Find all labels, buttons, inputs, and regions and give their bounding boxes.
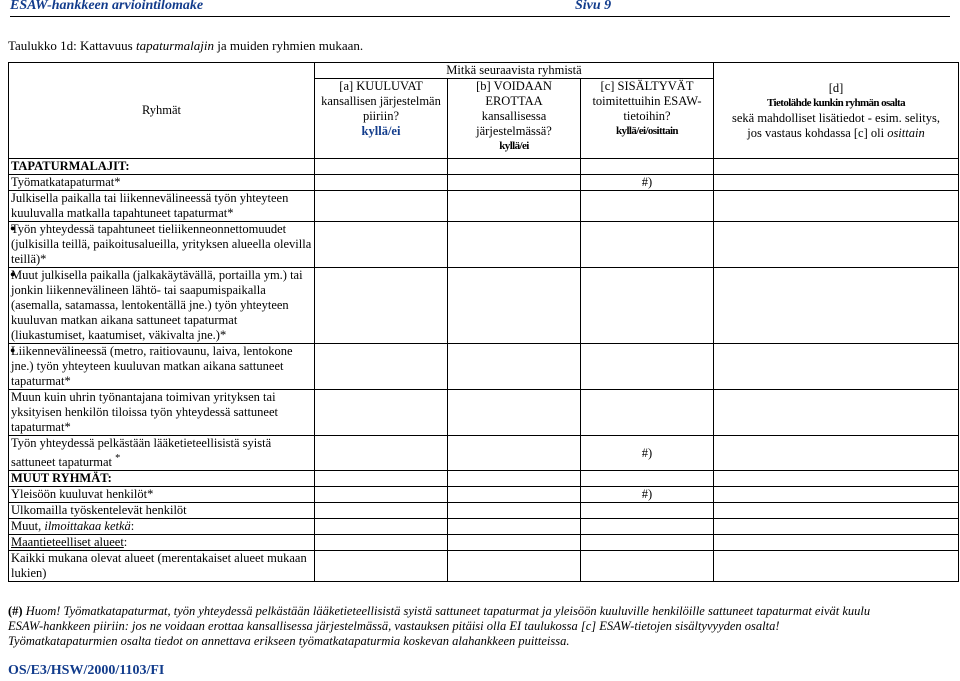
page-header xyxy=(10,0,950,17)
header-col-a: [a] KUULUVAT kansallisen järjestelmän piiriin? kyllä/ei xyxy=(315,79,448,159)
table-caption: Taulukko 1d: Kattavuus tapaturmalajin ja muiden ryhmien mukaan. xyxy=(8,38,364,53)
row-bullet-liikennevalineessa: ● Liikennevälineessä (metro, raitiovaunu, laiva, lentokone jne.) työn yhteyteen kuuluvan matkan aikana sattuneet tapaturmat* xyxy=(9,344,315,390)
row-muun-kuin-uhrin: Muun kuin uhrin työnantajana toimivan yrityksen tai yksityisen henkilön tiloissa työn yhteydessä sattuneet tapaturmat* xyxy=(9,390,315,436)
hash-mark: #) xyxy=(581,487,714,503)
row-yleisoon: Yleisöön kuuluvat henkilöt* xyxy=(9,487,315,503)
row-julkisella: Julkisella paikalla tai liikennevälineessä työn yhteyteen kuuluvalla matkalla tapahtuneet tapaturmat* xyxy=(9,191,315,222)
hash-mark: #) xyxy=(581,175,714,191)
document-code: OS/E3/HSW/2000/1103/FI xyxy=(8,663,165,678)
section-tapaturmalajit: TAPATURMALAJIT: xyxy=(9,159,315,175)
row-ulkomailla: Ulkomailla työskentelevät henkilöt xyxy=(9,503,315,519)
header-col-b: [b] VOIDAAN EROTTAA kansallisessa järjestelmässä? kyllä/ei xyxy=(448,79,581,159)
coverage-table xyxy=(8,62,959,582)
header-ryhmat: Ryhmät xyxy=(9,63,315,159)
row-bullet-muut-julkisella: ● Muut julkisella paikalla (jalkakäytävällä, portailla ym.) tai jonkin liikennevälineen lähtö- tai saapumispaikalla (asemalla, satamassa, lentokentällä jne.) työn yhteyteen kuuluvan matkan aikana sattuneet tapaturmat (liukastumiset, kaatumiset, väkivalta jne.)* xyxy=(9,268,315,344)
row-kaikki-alueet: Kaikki mukana olevat alueet (merentakaiset alueet mukaan lukien) xyxy=(9,551,315,582)
row-tyomatka: Työmatkatapaturmat* xyxy=(9,175,315,191)
row-laaketiet: Työn yhteydessä pelkästään lääketieteellisistä syistä sattuneet tapaturmat * xyxy=(9,436,315,471)
header-mitka: Mitkä seuraavista ryhmistä xyxy=(315,63,714,79)
footnote: (#) Huom! Työmatkatapaturmat, työn yhteydessä pelkästään lääketieteellisistä syistä sattuneet tapaturmat ja yleisöön kuuluville henkilöille sattuneet tapaturmat eivät kuulu ESAW-hankkeen piiriin: jos ne voidaan erottaa kansallisessa järjestelmässä, vastauksen pitäisi olla EI taulukossa [c] ESAW-tietojen sisältyvyyden osalta! Työmatkatapaturmien osalta tiedot on annettava erikseen työmatkatapaturmia koskevan alahankkeen puitteissa. xyxy=(8,604,871,648)
header-title: ESAW-hankkeen arviointilomake xyxy=(10,0,204,13)
header-col-c: [c] SISÄLTYVÄT toimitettuihin ESAW- tietoihin? kyllä/ei/osittain xyxy=(581,79,714,159)
header-col-d: [d] Tietolähde kunkin ryhmän osalta sekä mahdolliset lisätiedot - esim. selitys, jos vastaus kohdassa [c] oli osittain xyxy=(714,63,959,159)
row-bullet-tieliikenne: ● Työn yhteydessä tapahtuneet tieliikenneonnettomuudet (julkisilla teillä, paikoitusalueilla, yrityksen alueella olevilla teillä)* xyxy=(9,222,315,268)
hash-mark: #) xyxy=(581,436,714,471)
row-muut: Muut, ilmoittakaa ketkä: xyxy=(9,519,315,535)
section-muut-ryhmat: MUUT RYHMÄT: xyxy=(9,471,315,487)
header-page-number: Sivu 9 xyxy=(575,0,612,13)
row-maantieteelliset: Maantieteelliset alueet: xyxy=(9,535,315,551)
